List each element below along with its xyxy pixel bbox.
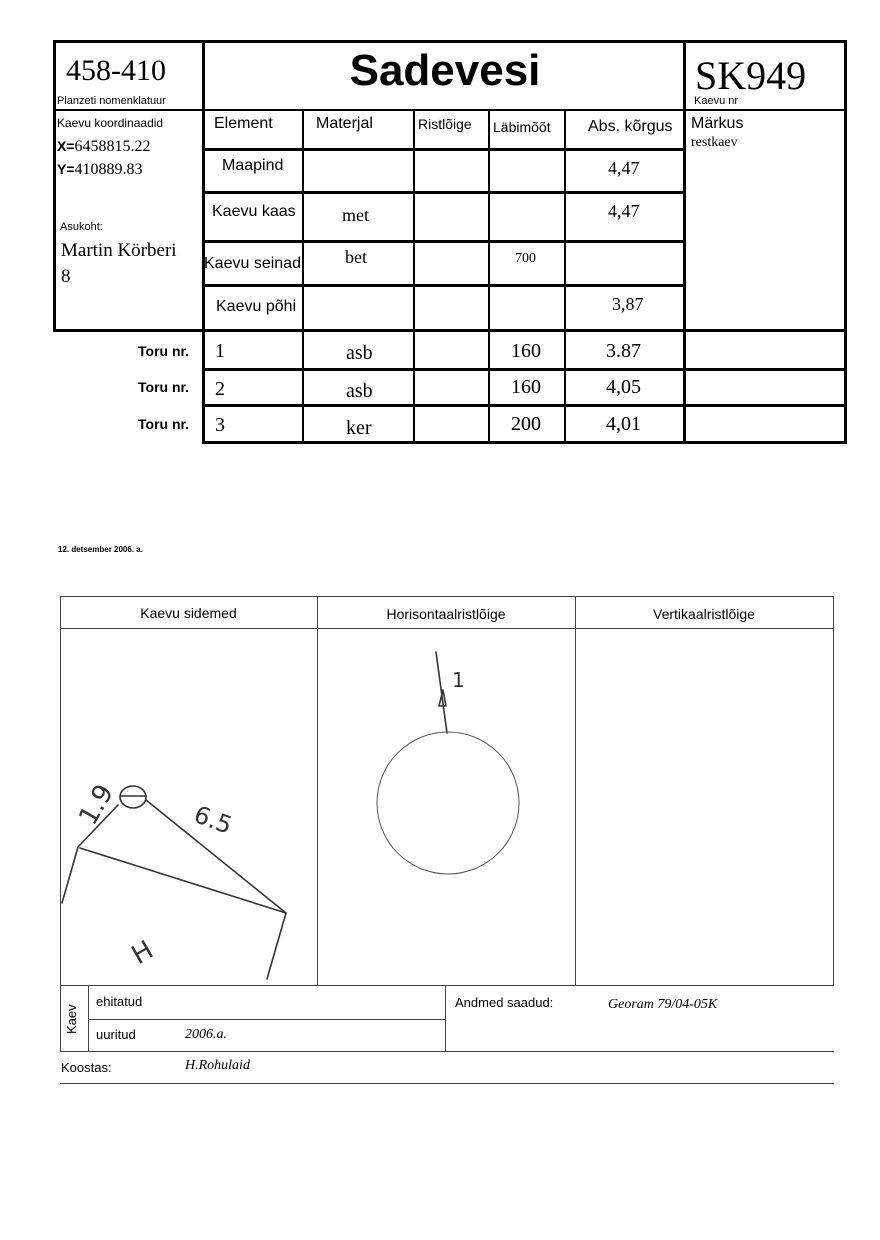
y-label: Y= — [57, 161, 75, 177]
header-cross-section: Ristlõige — [418, 116, 472, 132]
hand-text-pipe-1: 1 — [452, 668, 465, 692]
pipe-nr-2: 2 — [215, 378, 225, 400]
row-material-walls: bet — [345, 247, 367, 267]
side-label-kaev: Kaev — [64, 1004, 79, 1034]
row-height-bottom: 3,87 — [612, 294, 644, 314]
well-number: SK949 — [695, 53, 807, 98]
col-vertical-section: Vertikaalristlõige — [653, 606, 755, 622]
header-element: Element — [214, 115, 273, 132]
pipe-nr-3: 3 — [215, 414, 225, 436]
author-value: H.Rohulaid — [185, 1058, 250, 1073]
col-well-connections: Kaevu sidemed — [140, 605, 237, 621]
row-element-bottom: Kaevu põhi — [216, 298, 297, 315]
x-label: X= — [57, 138, 75, 154]
pipe-label-2: Toru nr. — [138, 379, 190, 395]
pipe-label-3: Toru nr. — [138, 416, 190, 432]
row-height-ground: 4,47 — [608, 158, 640, 178]
note-value: restkaev — [691, 135, 738, 150]
pipe-nr-1: 1 — [215, 340, 225, 362]
header-abs-height: Abs. kõrgus — [588, 118, 673, 135]
pipe-material-2: asb — [346, 380, 373, 402]
x-value: 6458815.22 — [74, 138, 151, 155]
hand-text-h: H — [126, 935, 159, 971]
coordinates-label: Kaevu koordinaadid — [57, 116, 164, 130]
sketch-line-4 — [267, 913, 286, 979]
row-element-ground: Maapind — [222, 157, 284, 174]
built-label: ehitatud — [96, 994, 143, 1009]
pipe-height-3: 4,01 — [606, 413, 641, 435]
pipe-height-2: 4,05 — [606, 376, 641, 398]
surveyed-label: uuritud — [96, 1027, 136, 1042]
pipe-label-1: Toru nr. — [138, 343, 190, 359]
sketch-well-circle — [120, 786, 146, 808]
header-diameter: Läbimõõt — [493, 119, 551, 135]
row-material-lid: met — [342, 205, 369, 225]
page-title: Sadevesi — [349, 46, 541, 95]
pipe-diameter-2: 160 — [511, 376, 541, 398]
location-line-2: 8 — [61, 266, 71, 287]
pipe-diameter-3: 200 — [511, 413, 541, 435]
nomenclature-value: 458-410 — [66, 54, 166, 87]
document-date: 12. detsember 2006. a. — [58, 545, 143, 554]
hand-text-1-9: 1.9 — [73, 779, 121, 831]
header-material: Materjal — [316, 115, 373, 132]
source-label: Andmed saadud: — [455, 995, 554, 1010]
location-line-1: Martin Körberi — [61, 240, 177, 261]
location-label: Asukoht: — [60, 221, 103, 233]
author-label: Koostas: — [61, 1060, 112, 1075]
row-element-lid: Kaevu kaas — [212, 203, 296, 220]
row-height-lid: 4,47 — [608, 201, 640, 221]
well-number-label: Kaevu nr — [694, 95, 739, 107]
source-value: Georam 79/04-05K — [608, 997, 718, 1012]
pipe-height-1: 3.87 — [606, 340, 641, 362]
y-value: 410889.83 — [74, 161, 143, 178]
row-diameter-walls: 700 — [515, 251, 536, 266]
surveyed-value: 2006.a. — [185, 1027, 227, 1042]
well-circle — [377, 732, 519, 874]
pipe-material-3: ker — [346, 417, 372, 439]
pipe-material-1: asb — [346, 342, 373, 364]
col-horizontal-section: Horisontaalristlõige — [386, 606, 506, 622]
pipe-direction-line — [436, 652, 447, 733]
row-element-walls: Kaevu seinad — [204, 255, 301, 272]
sketch-line-2 — [80, 848, 286, 913]
hand-text-6-5: 6.5 — [190, 800, 236, 840]
nomenclature-label: Planzeti nomenklatuur — [57, 95, 166, 107]
pipe-diameter-1: 160 — [511, 340, 541, 362]
header-note: Märkus — [691, 115, 744, 132]
